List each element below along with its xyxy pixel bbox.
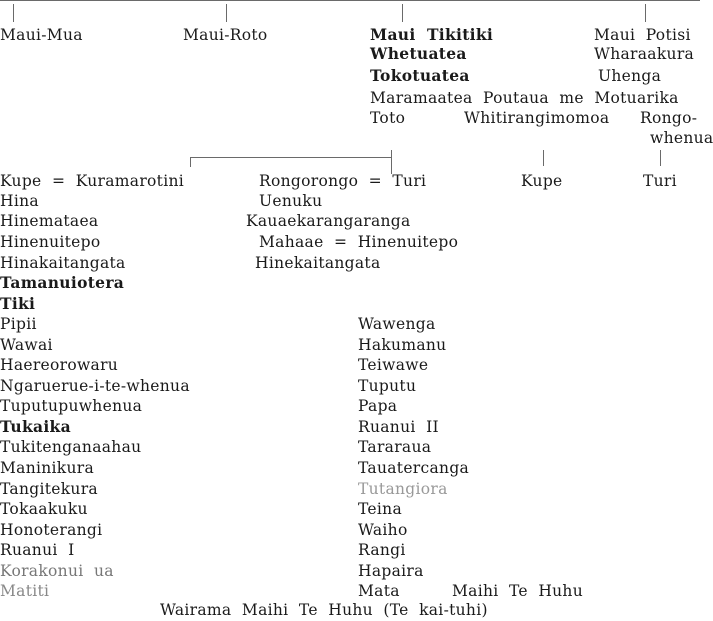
right-12: Hapaira — [358, 562, 424, 580]
right-4: Papa — [358, 397, 398, 415]
tick-kupe-left — [190, 157, 191, 167]
left-1: Hinemataea — [0, 212, 99, 230]
left-19: Matiti — [0, 582, 50, 600]
name-tokotuatea: Tokotuatea — [370, 66, 470, 85]
left-16: Honoterangi — [0, 521, 103, 539]
left-15: Tokaakuku — [0, 500, 88, 518]
right-0: Wawenga — [358, 315, 436, 333]
children-bar — [190, 157, 392, 158]
left-4: Tamanuiotera — [0, 273, 125, 292]
maui-roto: Maui-Roto — [183, 26, 268, 44]
mid-2: Mahaae = Hinenuitepo — [259, 233, 459, 251]
tick-kupe-right — [543, 150, 544, 166]
name-wharaakura: Wharaakura — [594, 45, 695, 63]
left-18: Korakonui ua — [0, 562, 114, 580]
right-5: Ruanui II — [358, 418, 439, 436]
tick-turi-right — [660, 150, 661, 166]
mid-3: Hinekaitangata — [255, 254, 381, 272]
top-rule — [0, 0, 700, 1]
child-kupe: Kupe — [521, 172, 563, 190]
left-11: Tukaika — [0, 417, 71, 436]
right-6: Tararaua — [358, 438, 432, 456]
mid-1: Kauaekarangaranga — [246, 212, 411, 230]
left-17: Ruanui I — [0, 541, 75, 559]
left-5: Tiki — [0, 294, 36, 313]
left-7: Wawai — [0, 336, 53, 354]
left-14: Tangitekura — [0, 480, 98, 498]
footer-author: Wairama Maihi Te Huhu (Te kai-tuhi) — [160, 601, 488, 619]
right-10: Waiho — [358, 521, 408, 539]
rongorongo-turi: Rongorongo = Turi — [259, 172, 427, 190]
left-6: Pipii — [0, 315, 37, 333]
right-2: Teiwawe — [358, 356, 429, 374]
name-whetuatea: Whetuatea — [370, 44, 467, 63]
maihi-te-huhu: Maihi Te Huhu — [452, 582, 583, 600]
maui-tikitiki: Maui Tikitiki — [370, 25, 494, 44]
tick-roto — [226, 4, 227, 22]
maui-potisi: Maui Potisi — [594, 26, 691, 44]
name-whenua: whenua — [650, 129, 713, 147]
left-10: Tuputupuwhenua — [0, 397, 143, 415]
tick-tikitiki — [402, 4, 403, 22]
name-uhenga: Uhenga — [598, 67, 662, 85]
right-7: Tauatercanga — [358, 459, 470, 477]
toto-drop — [391, 150, 392, 174]
right-13: Mata — [358, 582, 400, 600]
name-maramaatea: Maramaatea Poutaua me Motuarika — [370, 89, 679, 107]
left-9: Ngaruerue-i-te-whenua — [0, 377, 190, 395]
left-0: Hina — [0, 192, 39, 210]
left-8: Haereorowaru — [0, 356, 119, 374]
name-toto: Toto — [370, 109, 406, 127]
mid-0: Uenuku — [259, 192, 323, 210]
name-rongo: Rongo- — [640, 109, 698, 127]
right-11: Rangi — [358, 541, 406, 559]
right-3: Tuputu — [358, 377, 417, 395]
right-1: Hakumanu — [358, 336, 447, 354]
name-whitirangimomoa: Whitirangimomoa — [464, 109, 610, 127]
right-9: Teina — [358, 500, 402, 518]
tick-mua — [13, 4, 14, 22]
tick-potisi — [645, 4, 646, 22]
right-8: Tutangiora — [358, 480, 448, 498]
left-3: Hinakaitangata — [0, 254, 126, 272]
maui-mua: Maui-Mua — [0, 26, 83, 44]
left-2: Hinenuitepo — [0, 233, 101, 251]
kupe-kuramarotini: Kupe = Kuramarotini — [0, 172, 184, 190]
left-12: Tukitenganaahau — [0, 438, 142, 456]
left-13: Maninikura — [0, 459, 95, 477]
child-turi: Turi — [643, 172, 677, 190]
